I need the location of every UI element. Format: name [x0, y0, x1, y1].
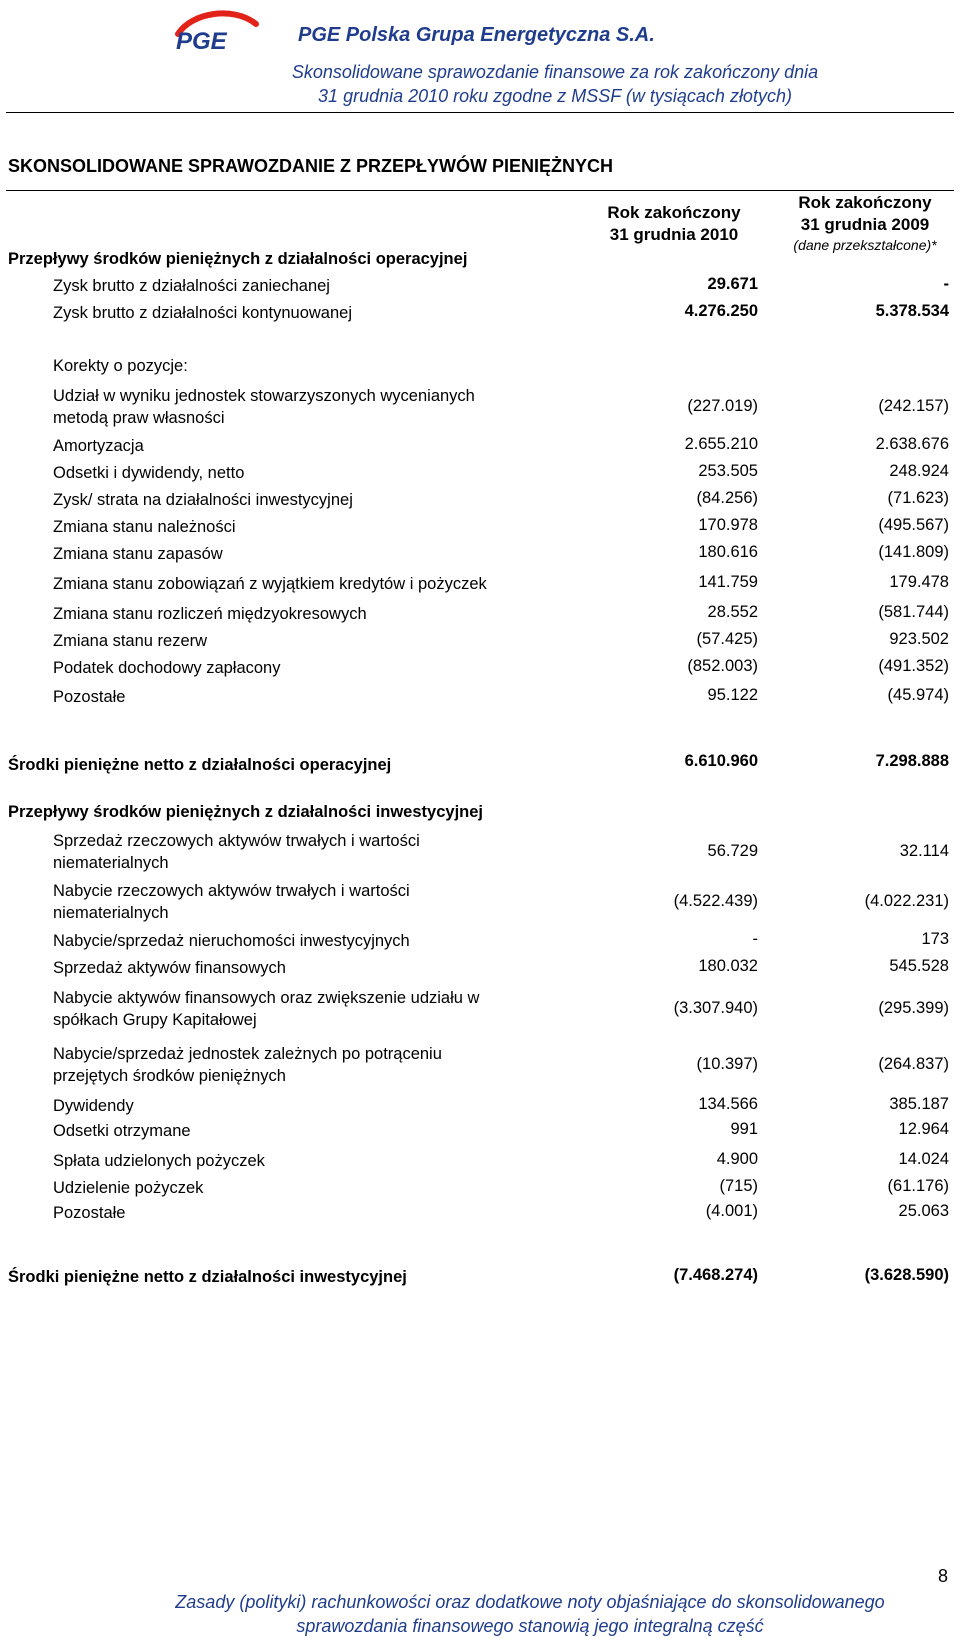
- column-header-2010-line2: 31 grudnia 2010: [609, 225, 739, 244]
- value-2009: 2.638.676: [875, 435, 949, 453]
- header-divider: [6, 112, 954, 113]
- value-2010: 29.671: [707, 275, 758, 293]
- row-label: Spłata udzielonych pożyczek: [53, 1152, 265, 1170]
- value-2010: 180.032: [698, 957, 758, 975]
- row-label: Sprzedaż rzeczowych aktywów trwałych i wartości niematerialnych: [53, 832, 420, 872]
- page-title: SKONSOLIDOWANE SPRAWOZDANIE Z PRZEPŁYWÓW PIENIĘŻNYCH: [8, 156, 614, 176]
- value-2010: 991: [730, 1120, 758, 1138]
- value-2010: 6.610.960: [684, 752, 758, 770]
- row-label: Nabycie/sprzedaż jednostek zależnych po potrąceniu przejętych środków pieniężnych: [53, 1045, 442, 1085]
- column-header-2010: [584, 202, 764, 246]
- value-2010: (852.003): [687, 657, 758, 675]
- row-label: Zmiana stanu należności: [53, 518, 236, 536]
- value-2009: -: [943, 275, 949, 293]
- row-label: Zmiana stanu zapasów: [53, 545, 223, 563]
- column-header-2009-note: (dane przekształcone)*: [793, 237, 937, 253]
- row-label: Udział w wyniku jednostek stowarzyszonych wycenianych metodą praw własności: [53, 387, 475, 427]
- row-label: Nabycie rzeczowych aktywów trwałych i wartości niematerialnych: [53, 882, 410, 922]
- value-2009: (491.352): [878, 657, 949, 675]
- value-2009: (242.157): [878, 397, 949, 415]
- value-2010: 4.900: [716, 1150, 758, 1168]
- value-2010: (84.256): [696, 489, 758, 507]
- row-label: Zmiana stanu zobowiązań z wyjątkiem kredytów i pożyczek: [53, 575, 487, 593]
- page-number: 8: [937, 1566, 948, 1586]
- value-2010: 2.655.210: [684, 435, 758, 453]
- column-header-2009: [770, 192, 960, 254]
- value-2009: (264.837): [878, 1055, 949, 1073]
- row-label: Nabycie/sprzedaż nieruchomości inwestycyjnych: [53, 932, 410, 950]
- row-label: Zmiana stanu rezerw: [53, 632, 208, 650]
- value-2010: 4.276.250: [684, 302, 758, 320]
- value-2010: (57.425): [696, 630, 758, 648]
- row-label: Przepływy środków pieniężnych z działalności inwestycyjnej: [8, 803, 483, 821]
- footer-note-line1: Zasady (polityki) rachunkowości oraz dodatkowe noty objaśniające do skonsolidowanego: [175, 1592, 885, 1612]
- value-2009: 173: [921, 930, 949, 948]
- value-2009: (45.974): [887, 686, 949, 704]
- value-2009: 545.528: [889, 957, 949, 975]
- value-2010: -: [752, 930, 758, 948]
- value-2010: 180.616: [698, 543, 758, 561]
- value-2010: (715): [719, 1177, 758, 1195]
- value-2009: (4.022.231): [864, 892, 949, 910]
- value-2009: (141.809): [878, 543, 949, 561]
- row-label: Przepływy środków pieniężnych z działalności operacyjnej: [8, 250, 468, 268]
- value-2009: (71.623): [887, 489, 949, 507]
- column-header-2009-line2: 31 grudnia 2009: [800, 215, 930, 234]
- row-label: Zysk/ strata na działalności inwestycyjnej: [53, 491, 353, 509]
- row-label: Odsetki otrzymane: [53, 1122, 191, 1140]
- row-label: Zysk brutto z działalności kontynuowanej: [53, 304, 352, 322]
- value-2009: 32.114: [899, 842, 949, 860]
- row-label: Pozostałe: [53, 688, 126, 706]
- row-label: Pozostałe: [53, 1204, 126, 1222]
- value-2010: 253.505: [698, 462, 758, 480]
- column-header-2009-line1: Rok zakończony: [798, 193, 932, 212]
- value-2010: (3.307.940): [673, 999, 758, 1017]
- value-2010: 95.122: [707, 686, 758, 704]
- row-label: Zysk brutto z działalności zaniechanej: [53, 277, 330, 295]
- value-2009: 14.024: [898, 1150, 949, 1168]
- value-2010: 170.978: [698, 516, 758, 534]
- value-2009: (295.399): [878, 999, 949, 1017]
- column-header-2010-line1: Rok zakończony: [607, 203, 741, 222]
- logo-text: PGE: [176, 28, 227, 52]
- value-2009: (3.628.590): [864, 1266, 949, 1284]
- value-2010: (10.397): [696, 1055, 758, 1073]
- value-2009: 25.063: [898, 1202, 949, 1220]
- row-label: Zmiana stanu rozliczeń międzyokresowych: [53, 605, 367, 623]
- row-label: Odsetki i dywidendy, netto: [53, 464, 245, 482]
- row-label: Środki pieniężne netto z działalności operacyjnej: [8, 756, 392, 774]
- row-label: Podatek dochodowy zapłacony: [53, 659, 281, 677]
- row-label: Amortyzacja: [53, 437, 144, 455]
- title-divider: [6, 190, 954, 191]
- value-2010: (4.522.439): [673, 892, 758, 910]
- value-2009: 248.924: [889, 462, 949, 480]
- value-2009: 7.298.888: [875, 752, 949, 770]
- value-2010: 28.552: [707, 603, 758, 621]
- value-2009: (495.567): [878, 516, 949, 534]
- company-name: PGE Polska Grupa Energetyczna S.A.: [298, 24, 655, 46]
- row-label: Sprzedaż aktywów finansowych: [53, 959, 286, 977]
- value-2010: 56.729: [707, 842, 758, 860]
- row-label: Udzielenie pożyczek: [53, 1179, 204, 1197]
- report-subtitle-line1: Skonsolidowane sprawozdanie finansowe za rok zakończony dnia: [291, 62, 819, 82]
- value-2010: 141.759: [698, 573, 758, 591]
- footer-note-line2: sprawozdania finansowego stanowią jego integralną część: [296, 1616, 764, 1636]
- value-2009: 385.187: [889, 1095, 949, 1113]
- report-subtitle-line2: 31 grudnia 2010 roku zgodne z MSSF (w tysiącach złotych): [318, 86, 792, 106]
- value-2010: (4.001): [705, 1202, 758, 1220]
- row-label: Nabycie aktywów finansowych oraz zwiększenie udziału w spółkach Grupy Kapitałowej: [53, 989, 480, 1029]
- value-2009: 923.502: [889, 630, 949, 648]
- value-2009: (581.744): [878, 603, 949, 621]
- value-2009: (61.176): [887, 1177, 949, 1195]
- row-label: Dywidendy: [53, 1097, 134, 1115]
- row-label: Środki pieniężne netto z działalności inwestycyjnej: [8, 1268, 407, 1286]
- pge-logo: [168, 8, 270, 52]
- value-2010: 134.566: [698, 1095, 758, 1113]
- value-2010: (7.468.274): [673, 1266, 758, 1284]
- value-2009: 179.478: [889, 573, 949, 591]
- value-2010: (227.019): [687, 397, 758, 415]
- value-2009: 5.378.534: [875, 302, 949, 320]
- value-2009: 12.964: [898, 1120, 949, 1138]
- row-label: Korekty o pozycje:: [53, 357, 188, 375]
